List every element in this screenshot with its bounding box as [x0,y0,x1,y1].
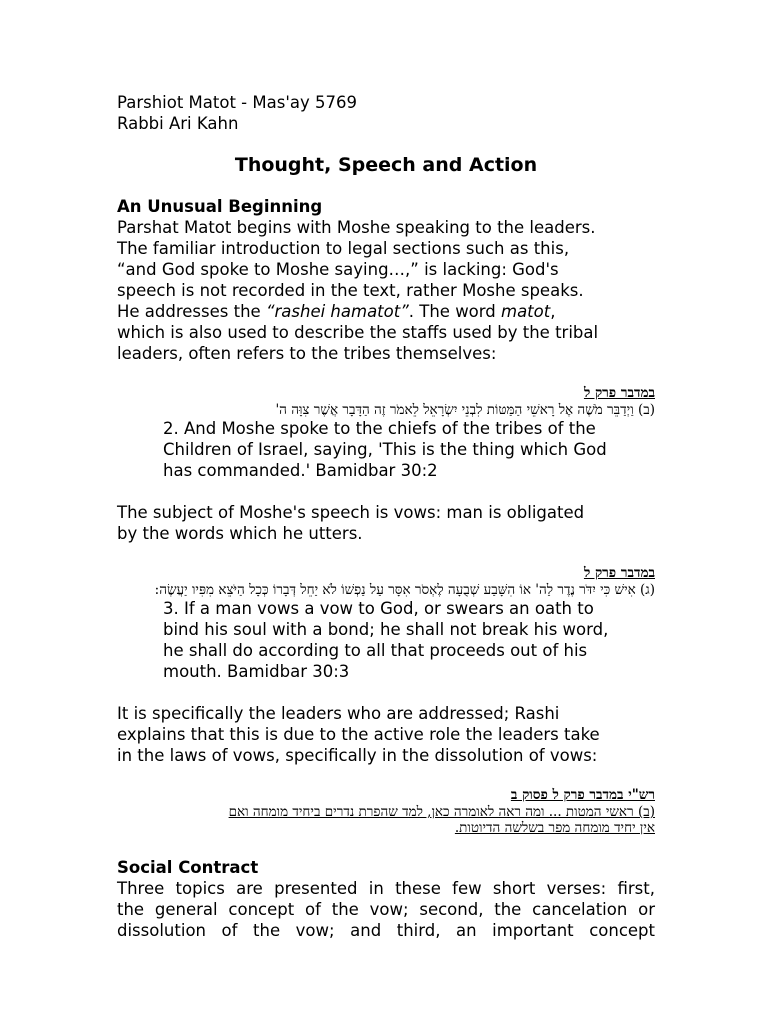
translation-line: has commanded.' Bamidbar 30:2 [163,461,438,480]
paragraph-line: dissolution of the vow; and third, an important concept [117,921,655,940]
parsha-header: Parshiot Matot - Mas'ay 5769 [117,93,357,112]
rashi-commentary-line: אין יחיד מומחה מפר בשלשה הדיוטות. [454,820,655,836]
translation-line: he shall do according to all that proceeds out of his [163,641,588,660]
author-line: Rabbi Ari Kahn [117,114,239,133]
translation-line: 3. If a man vows a vow to God, or swears an oath to [163,599,594,618]
rashei-hamatot-term: “rashei hamatot” [265,302,409,321]
source-quote-1 [117,385,655,418]
paragraph-line: speech is not recorded in the text, rather Moshe speaks. [117,281,584,300]
source-quote-3 [117,787,655,836]
translation-line: mouth. Bamidbar 30:3 [163,662,350,681]
hebrew-verse: (ג) אִישׁ כִּי יִדֹּר נֶדֶר לַה' אוֹ הִשָּׁבַע שְׁבֻעָה לֶאְסֹר אִסָּר עַל נַפְשׁוֹ לֹא יַחֵל דְּבָרוֹ כְּכָל הַיֹּצֵא מִפִּיו יַעֲשֶׂה: [154,582,655,598]
paragraph-line: which is also used to describe the staffs used by the tribal [117,323,599,342]
verse-translation-1 [163,418,655,481]
source-reference: רש"י במדבר פרק ל פסוק ב [510,787,655,803]
translation-line: bind his soul with a bond; he shall not break his word, [163,620,609,639]
paragraph-line: leaders, often refers to the tribes themselves: [117,344,497,363]
paragraph-line: the general concept of the vow; second, the cancelation or [117,900,655,919]
paragraph-line: The familiar introduction to legal sections such as this, [117,239,570,258]
paragraph-line: in the laws of vows, specifically in the dissolution of vows: [117,746,598,765]
document-title: Thought, Speech and Action [234,154,538,176]
paragraph-line: explains that this is due to the active role the leaders take [117,725,600,744]
paragraph-line: The subject of Moshe's speech is vows: man is obligated [117,503,585,522]
section-heading-social-contract: Social Contract [117,858,259,877]
leaders-paragraph [117,703,655,766]
paragraph-line: It is specifically the leaders who are addressed; Rashi [117,704,560,723]
document-page [117,92,655,941]
intro-paragraph [117,217,655,364]
paragraph-line: Parshat Matot begins with Moshe speaking to the leaders. [117,218,596,237]
paragraph-line: by the words which he utters. [117,524,363,543]
source-reference: במדבר פרק ל [583,385,655,401]
paragraph-line: Three topics are presented in these few short verses: first, [117,879,655,898]
translation-line: 2. And Moshe spoke to the chiefs of the tribes of the [163,419,596,438]
source-reference: במדבר פרק ל [583,565,655,581]
translation-line: Children of Israel, saying, 'This is the thing which God [163,440,607,459]
section-heading-unusual-beginning: An Unusual Beginning [117,197,323,216]
social-contract-paragraph [117,878,655,941]
matot-term: matot [501,302,551,321]
hebrew-verse: (ב) וַיְדַבֵּר מֹשֶׁה אֶל רָאשֵׁי הַמַּטּוֹת לִבְנֵי יִשְׂרָאֵל לֵאמֹר זֶה הַדָּבָר אֲשֶׁר צִוָּה ה' [275,402,655,418]
paragraph-line: “and God spoke to Moshe saying…,” is lacking: God's [117,260,559,279]
verse-translation-2 [163,598,655,682]
vows-paragraph [117,502,655,544]
rashi-commentary-line: (ב) ראשי המטות ... ומה ראה לאומרה כאן, למד שהפרת נדרים ביחיד מומחה ואם [228,804,655,820]
source-quote-2 [117,565,655,598]
paragraph-line: He addresses the “rashei hamatot”. The word matot, [117,302,556,321]
